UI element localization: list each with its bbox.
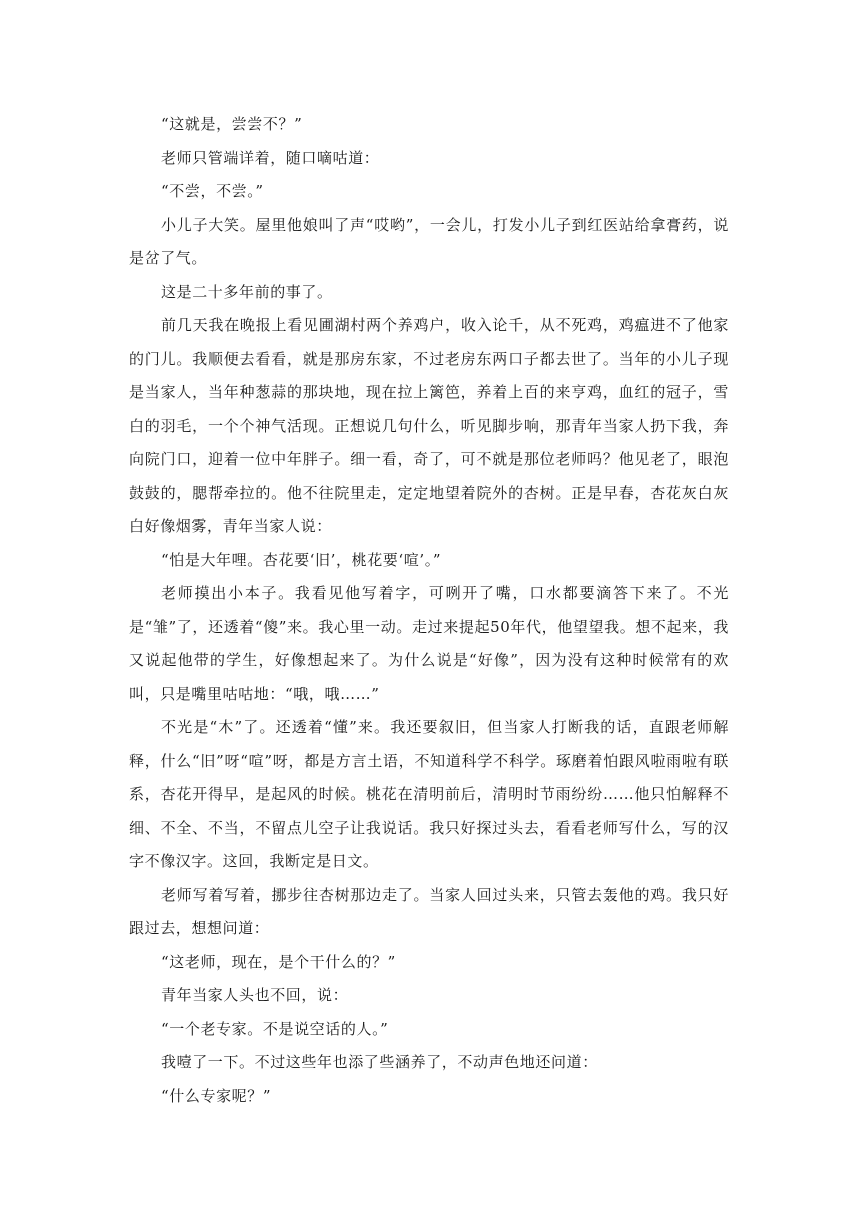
paragraph: “不尝，不尝。” (161, 182, 264, 200)
paragraph: 这是二十多年前的事了。 (161, 282, 333, 301)
paragraph: “怕是大年哩。杏花要‘旧’，桃花要‘喧’。” (161, 550, 442, 569)
paragraph: 我噎了一下。不过这些年也添了些涵养了，不动声色地还问道： (161, 1053, 598, 1071)
paragraph: “什么专家呢？” (161, 1086, 272, 1105)
article-body (129, 108, 729, 1113)
paragraph: 老师只管端详着，随口嘀咕道： (161, 148, 380, 167)
paragraph: 老师写着写着，挪步往杏树那边走了。当家人回过头来，只管去轰他的鸡。我只好跟过去，想想问道： (129, 885, 729, 937)
paragraph: 老师摸出小本子。我看见他写着字，可咧开了嘴，口水都要滴答下来了。不光是“雏”了，还透着“傻”来。我心里一动。走过来提起50年代，他望望我。想不起来，我又说起他带的学生，好像想起来了。为什么说是“好像”，因为没有这种时候常有的欢叫，只是嘴里咕咕地：“哦，哦……” (129, 584, 729, 703)
paragraph: “这老师，现在，是个干什么的？” (161, 952, 396, 971)
paragraph: 青年当家人头也不回，说： (161, 986, 349, 1004)
paragraph: 不光是“木”了。还透着“懂”来。我还要叙旧，但当家人打断我的话，直跟老师解释，什么“旧”呀“喧”呀，都是方言土语，不知道科学不科学。琢磨着怕跟风啦雨啦有联系，杏花开得早，是起风的时候。桃花在清明前后，清明时节雨纷纷……他只怕解释不细、不全、不当，不留点儿空子让我说话。我只好探过头去，看看老师写什么，写的汉字不像汉字。这回，我断定是日文。 (129, 718, 729, 870)
paragraph: 前几天我在晚报上看见圃湖村两个养鸡户，收入论千，从不死鸡，鸡瘟进不了他家的门儿。我顺便去看看，就是那房东家，不过老房东两口子都去世了。当年的小儿子现是当家人，当年种葱蒜的那块地，现在拉上篱笆，养着上百的来亨鸡，血红的冠子，雪白的羽毛，一个个神气活现。正想说几句什么，听见脚步响，那青年当家人扔下我，奔向院门口，迎着一位中年胖子。细一看，奇了，可不就是那位老师吗？他见老了，眼泡鼓鼓的，腮帮牵拉的。他不往院里走，定定地望着院外的杏树。正是早春，杏花灰白灰白好像烟雾，青年当家人说： (129, 316, 729, 535)
paragraph: 小儿子大笑。屋里他娘叫了声“哎哟”，一会儿，打发小儿子到红医站给拿膏药，说是岔了气。 (129, 215, 729, 267)
paragraph: “一个老专家。不是说空话的人。” (161, 1019, 389, 1038)
paragraph: “这就是，尝尝不？” (161, 115, 303, 133)
